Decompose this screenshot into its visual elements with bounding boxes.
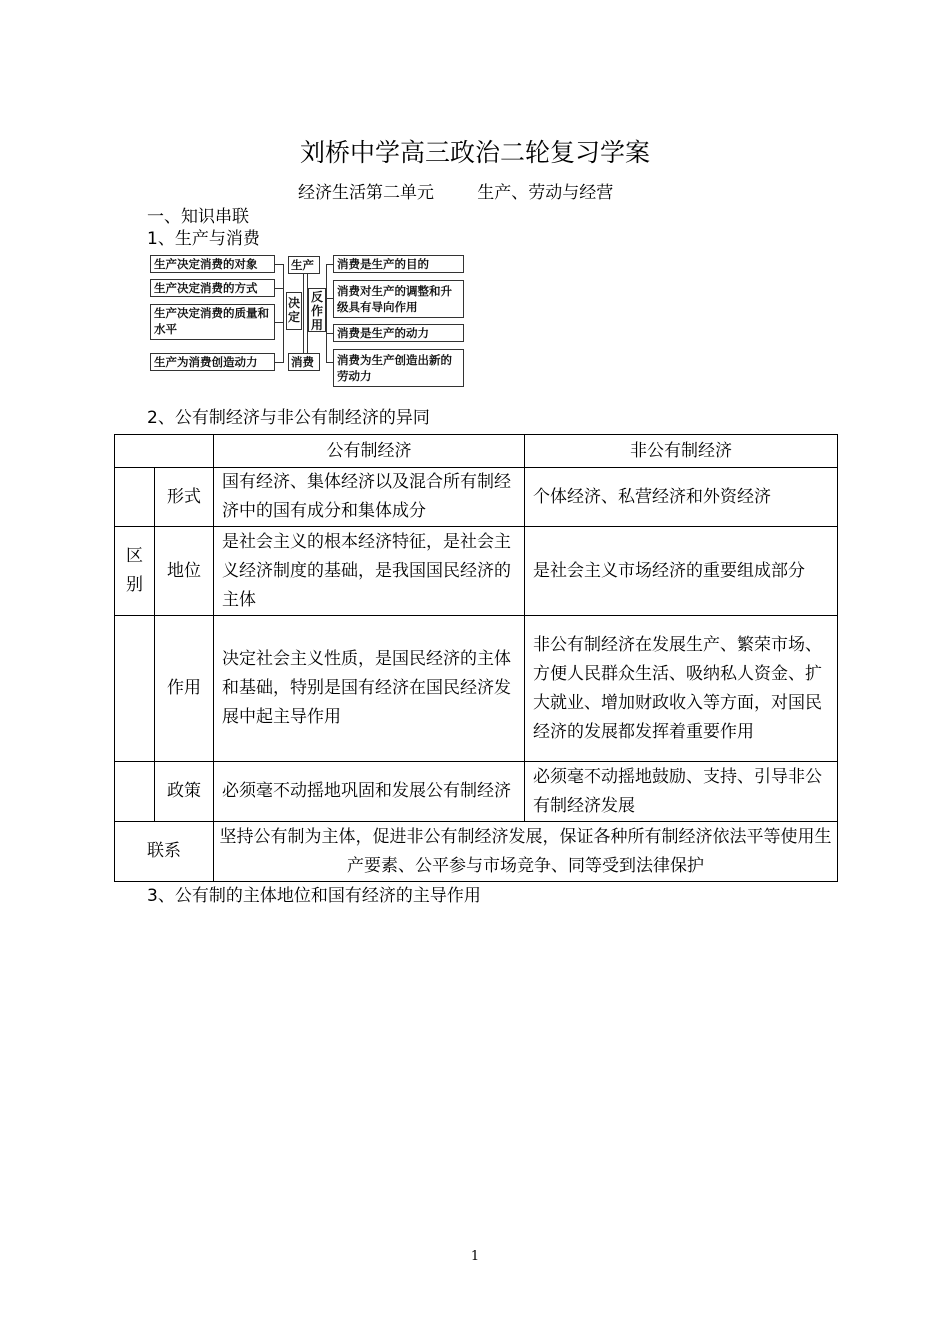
diagram-right-item: 消费是生产的目的 bbox=[333, 255, 464, 273]
diagram-left-item: 生产决定消费的方式 bbox=[150, 279, 275, 297]
reacts-label: 反作用 bbox=[308, 288, 326, 332]
diagram-consumption: 消费 bbox=[288, 353, 320, 371]
page-subtitle: 经济生活第二单元 生产、劳动与经营 bbox=[298, 183, 614, 203]
diagram-left-item: 生产决定消费的对象 bbox=[150, 255, 275, 273]
diagram-left-item: 生产决定消费的质量和水平 bbox=[150, 304, 275, 340]
ownership-comparison-table bbox=[114, 434, 838, 882]
cell-public: 国有经济、集体经济以及混合所有制经济中的国有成分和集体成分 bbox=[214, 468, 525, 527]
table-row bbox=[115, 616, 838, 762]
section-heading-knowledge: 一、知识串联 bbox=[147, 207, 249, 227]
cell-nonpublic: 非公有制经济在发展生产、繁荣市场、方便人民群众生活、吸纳私人资金、扩大就业、增加财政收入等方面，对国民经济的发展都发挥着重要作用 bbox=[525, 616, 838, 762]
table-row bbox=[115, 762, 838, 822]
diagram-right-item: 消费为生产创造出新的劳动力 bbox=[333, 349, 464, 387]
table-header-row bbox=[115, 435, 838, 468]
subsection-production-consumption: 1、生产与消费 bbox=[147, 229, 260, 249]
diff-blank-cell bbox=[115, 762, 155, 822]
diagram-right-item: 消费是生产的动力 bbox=[333, 324, 464, 342]
subsection-ownership-comparison: 2、公有制经济与非公有制经济的异同 bbox=[147, 408, 430, 428]
diagram-right-item: 消费对生产的调整和升级具有导向作用 bbox=[333, 280, 464, 318]
row-label: 作用 bbox=[155, 616, 214, 762]
table-row-link bbox=[115, 822, 838, 882]
diagram-left-item: 生产为消费创造动力 bbox=[150, 353, 275, 371]
row-label: 地位 bbox=[155, 527, 214, 616]
cell-nonpublic: 个体经济、私营经济和外资经济 bbox=[525, 468, 838, 527]
table-row bbox=[115, 468, 838, 527]
diff-blank-cell bbox=[115, 468, 155, 527]
cell-nonpublic: 必须毫不动摇地鼓励、支持、引导非公有制经济发展 bbox=[525, 762, 838, 822]
header-nonpublic: 非公有制经济 bbox=[525, 435, 838, 468]
table-corner-cell bbox=[115, 435, 214, 468]
cell-public: 必须毫不动摇地巩固和发展公有制经济 bbox=[214, 762, 525, 822]
row-label: 政策 bbox=[155, 762, 214, 822]
diff-blank-cell bbox=[115, 616, 155, 762]
cell-nonpublic: 是社会主义市场经济的重要组成部分 bbox=[525, 527, 838, 616]
cell-public: 是社会主义的根本经济特征，是社会主义经济制度的基础，是我国国民经济的主体 bbox=[214, 527, 525, 616]
header-public: 公有制经济 bbox=[214, 435, 525, 468]
link-label: 联系 bbox=[115, 822, 214, 882]
cell-public: 决定社会主义性质，是国民经济的主体和基础，特别是国有经济在国民经济发展中起主导作用 bbox=[214, 616, 525, 762]
page-number: 1 bbox=[470, 1249, 480, 1264]
table-row bbox=[115, 527, 838, 616]
decides-label: 决定 bbox=[286, 292, 302, 330]
diagram-production: 生产 bbox=[288, 256, 320, 274]
subsection-public-dominance: 3、公有制的主体地位和国有经济的主导作用 bbox=[147, 886, 481, 906]
link-text: 坚持公有制为主体，促进非公有制经济发展，保证各种所有制经济依法平等使用生产要素、公平参与市场竞争、同等受到法律保护 bbox=[214, 822, 838, 882]
page-title: 刘桥中学高三政治二轮复习学案 bbox=[299, 138, 650, 167]
group-label-diff: 区别 bbox=[115, 527, 155, 616]
row-label: 形式 bbox=[155, 468, 214, 527]
